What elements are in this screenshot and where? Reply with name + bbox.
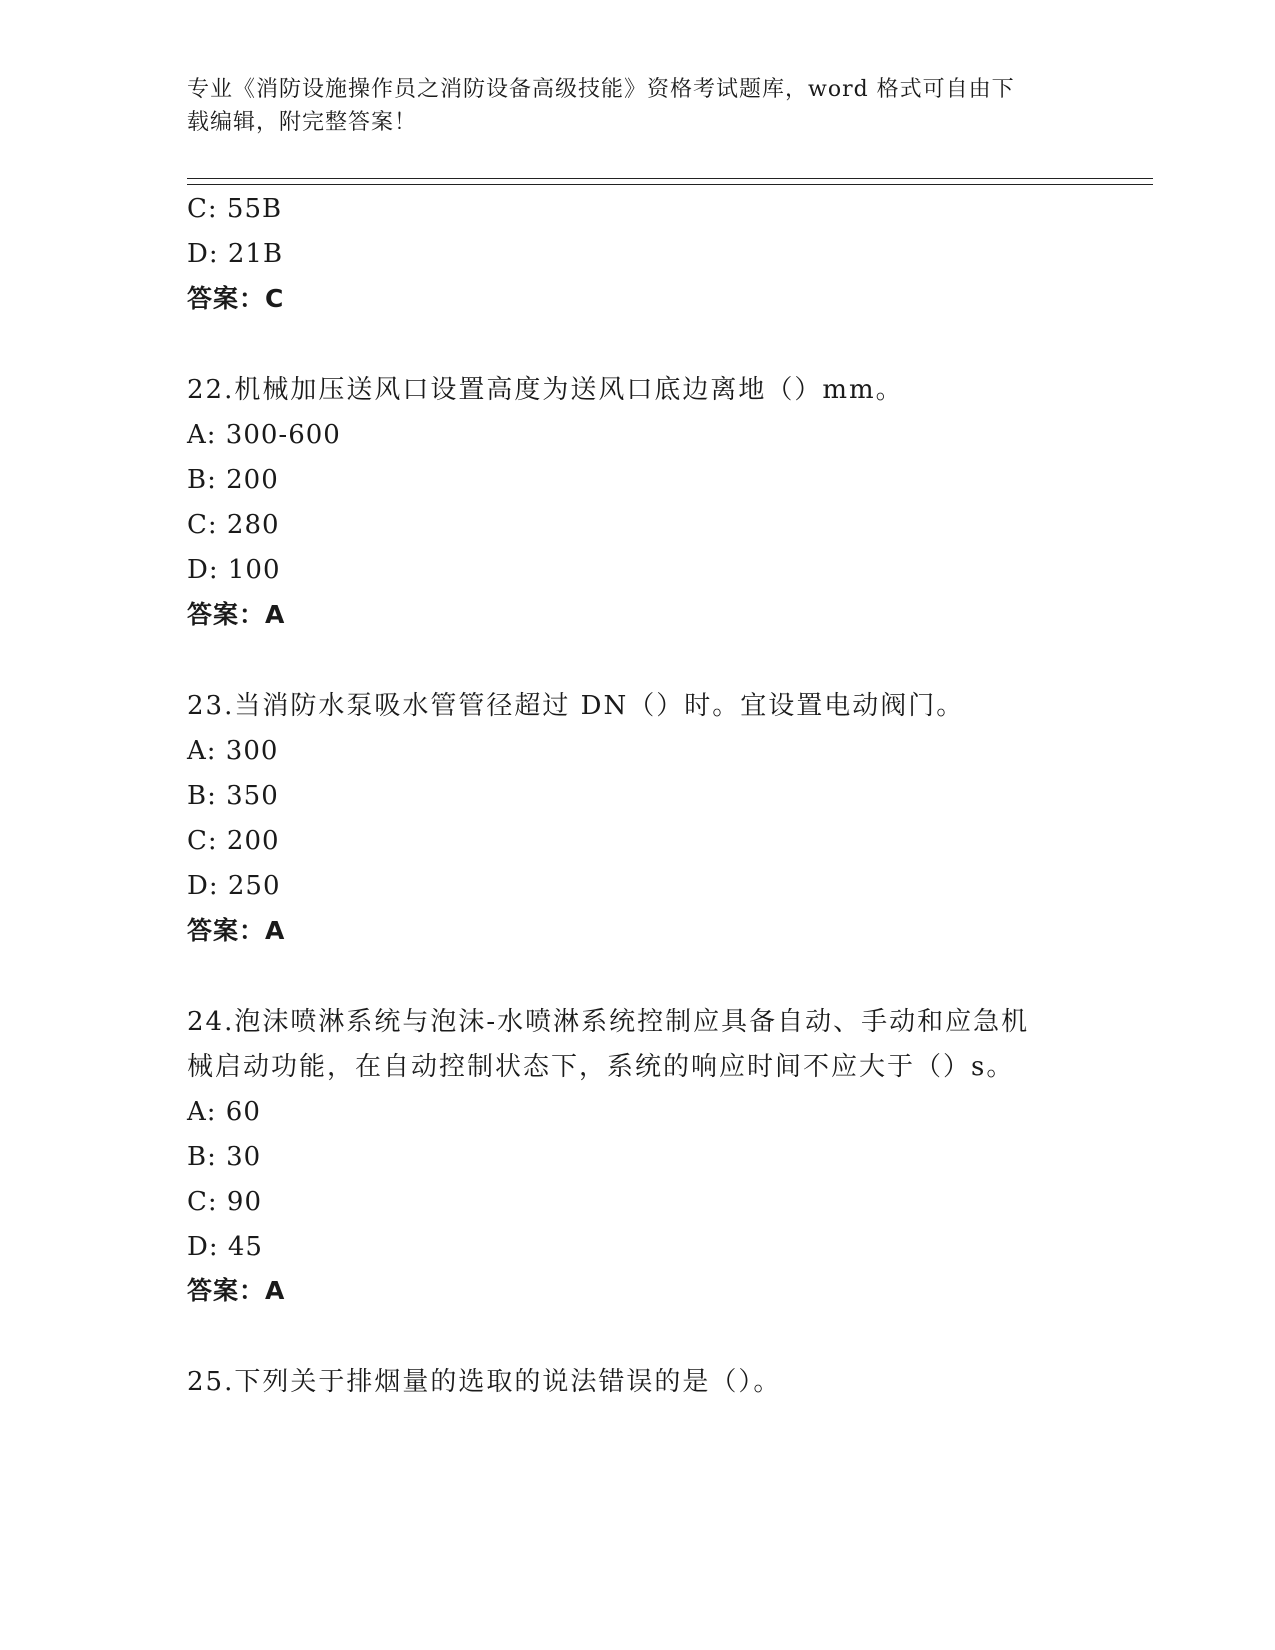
option-c: C: 55B	[187, 194, 283, 224]
header-line-1: 专业《消防设施操作员之消防设备高级技能》资格考试题库，word 格式可自由下	[187, 77, 1015, 102]
option-a: A: 300	[187, 736, 279, 766]
question-25-stem: 25.下列关于排烟量的选取的说法错误的是（）。	[187, 1367, 782, 1397]
option-d: D: 100	[187, 555, 281, 585]
answer: 答案：C	[187, 284, 285, 313]
header-divider-bottom	[187, 184, 1153, 185]
option-b: B: 350	[187, 781, 279, 811]
header-line-2: 载编辑，附完整答案！	[187, 110, 418, 135]
question-24-stem-line-1: 24.泡沫喷淋系统与泡沫-水喷淋系统控制应具备自动、手动和应急机	[187, 1007, 1030, 1037]
document-header	[187, 73, 1067, 139]
option-b: B: 30	[187, 1142, 262, 1172]
header-divider-top	[187, 178, 1153, 179]
option-a: A: 300-600	[187, 420, 341, 450]
option-c: C: 280	[187, 510, 280, 540]
question-24-stem-line-2: 械启动功能，在自动控制状态下，系统的响应时间不应大于（）s。	[187, 1052, 1015, 1082]
option-d: D: 21B	[187, 239, 284, 269]
answer: 答案：A	[187, 1276, 286, 1305]
option-c: C: 90	[187, 1187, 263, 1217]
option-b: B: 200	[187, 465, 279, 495]
option-a: A: 60	[187, 1097, 261, 1127]
option-d: D: 250	[187, 871, 281, 901]
option-c: C: 200	[187, 826, 280, 856]
question-23-stem: 23.当消防水泵吸水管管径超过 DN（）时。宜设置电动阀门。	[187, 691, 965, 721]
answer: 答案：A	[187, 600, 286, 629]
question-22-stem: 22.机械加压送风口设置高度为送风口底边离地（）mm。	[187, 375, 904, 405]
option-d: D: 45	[187, 1232, 263, 1262]
answer: 答案：A	[187, 916, 286, 945]
